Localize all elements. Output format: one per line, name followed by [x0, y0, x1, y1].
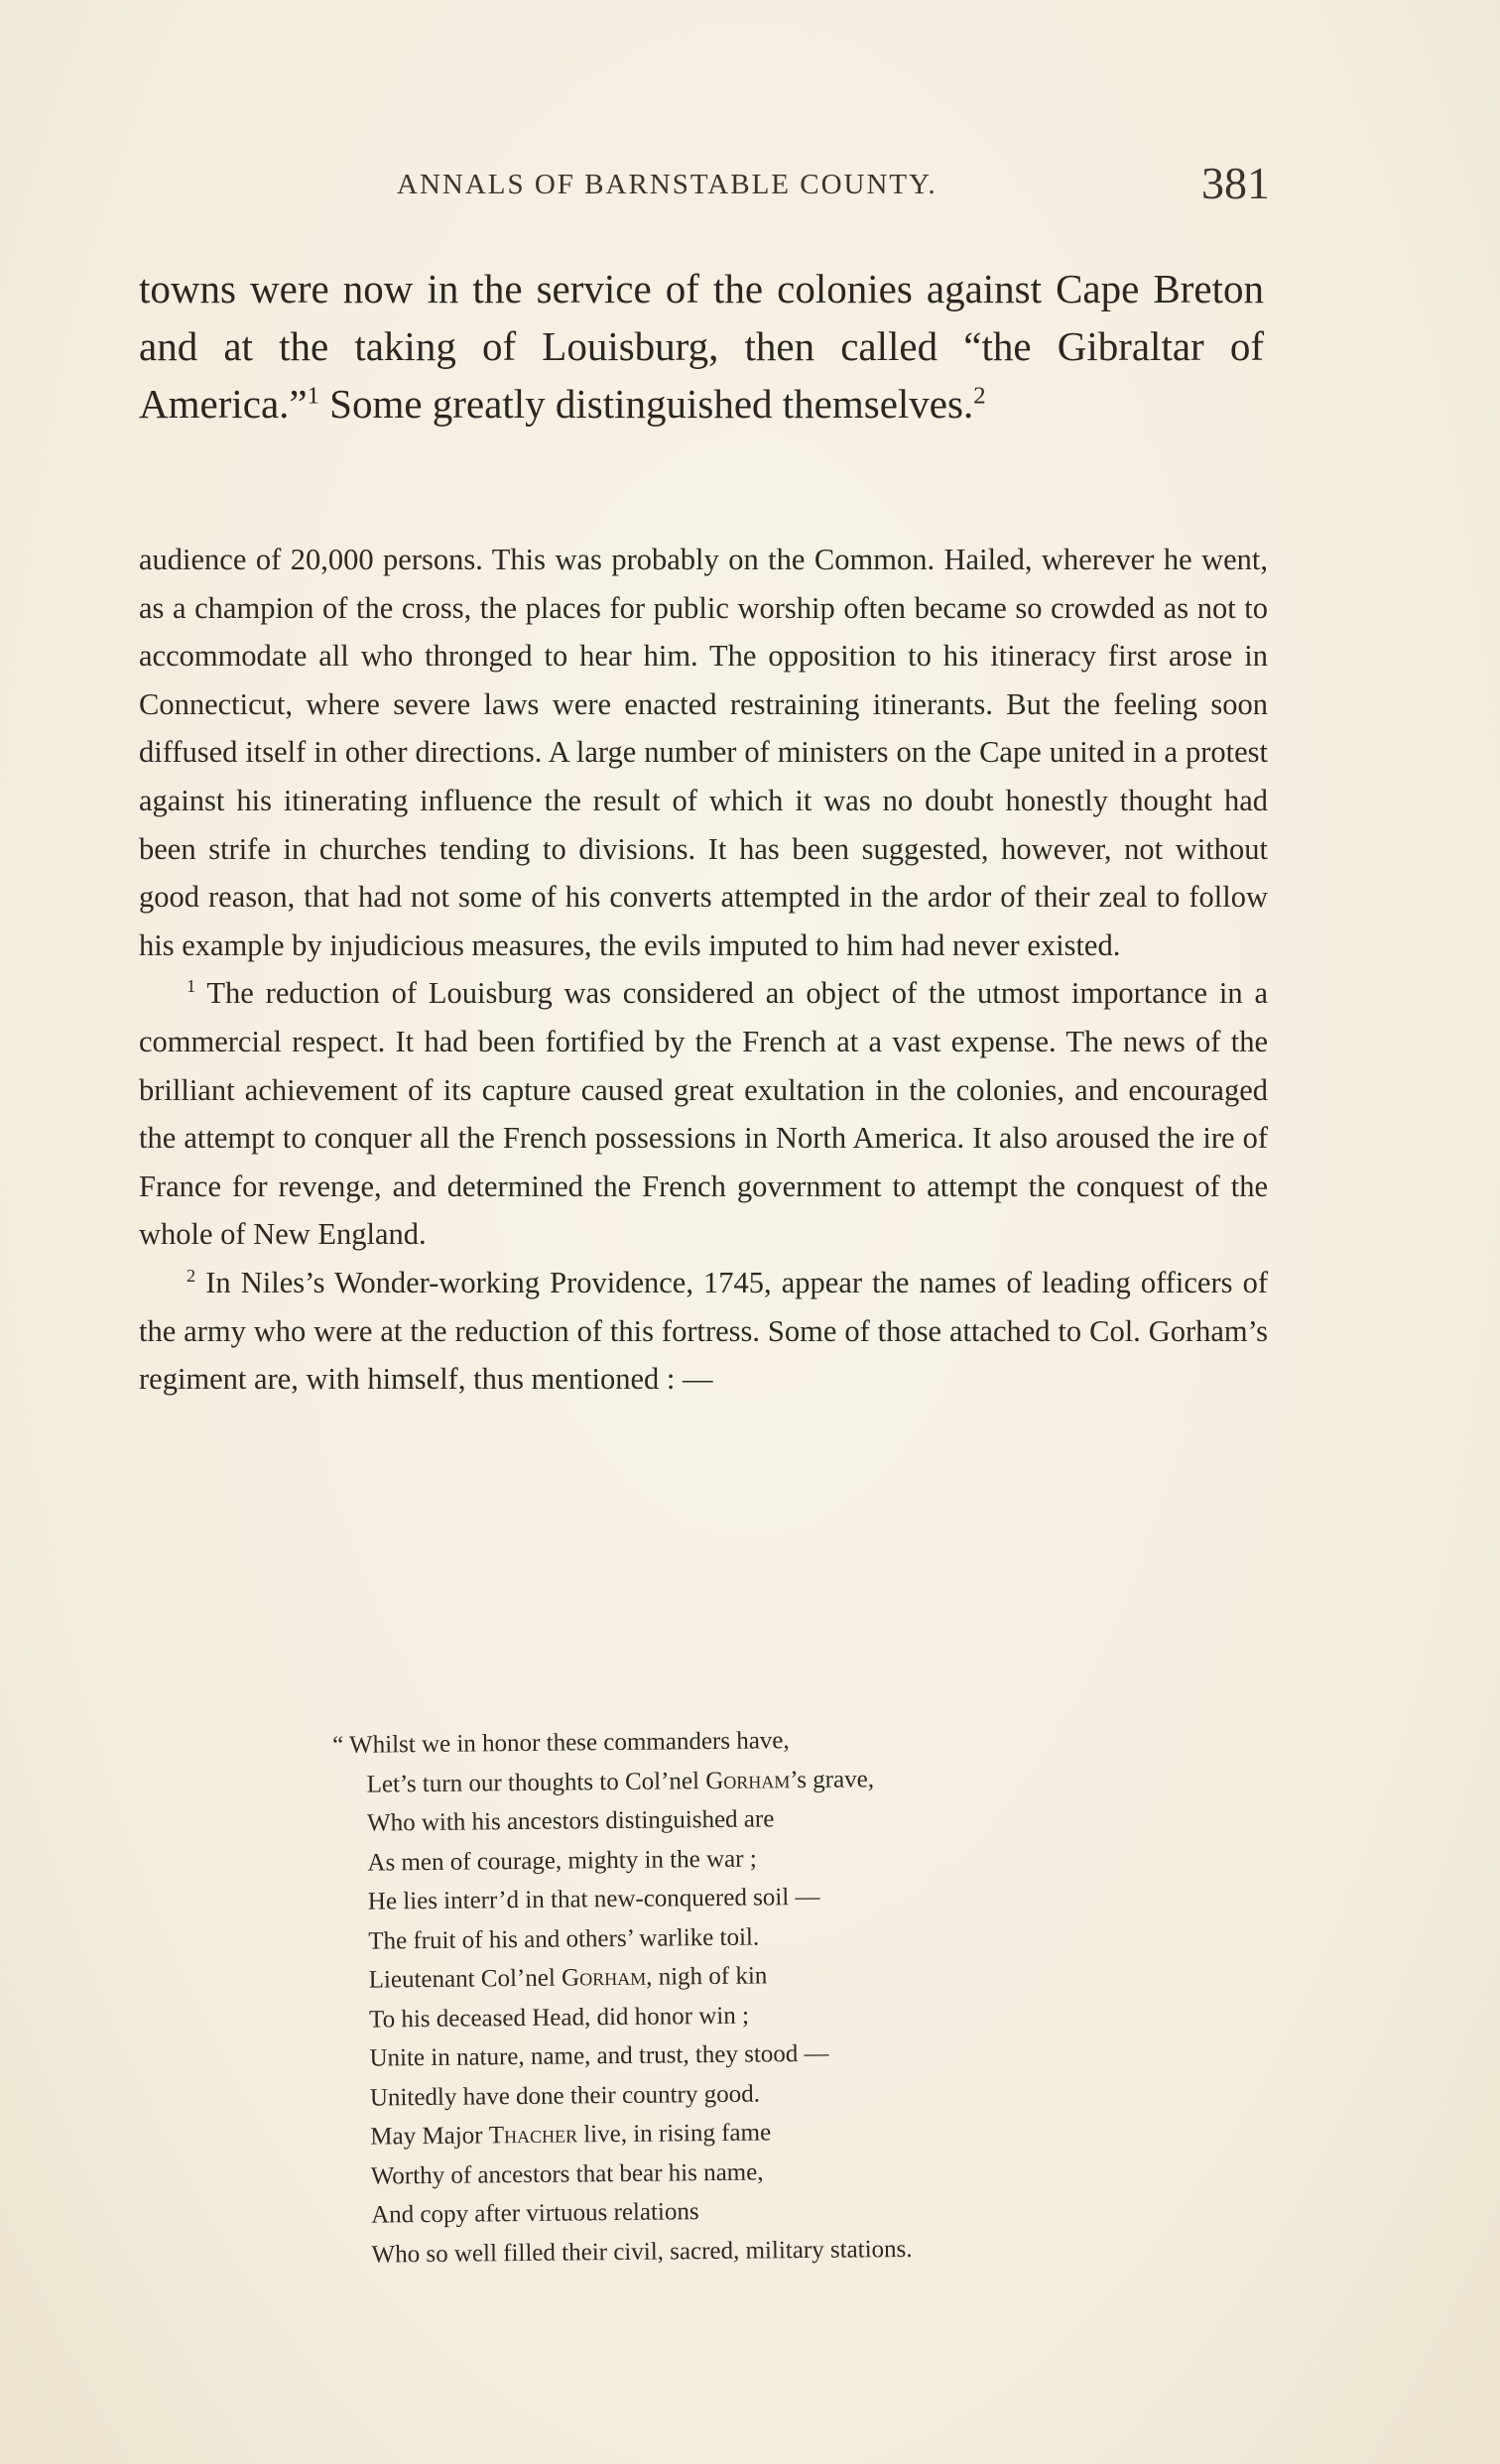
poem-name-gorham: Gorham	[705, 1766, 791, 1794]
poem-line: “ Whilst we in honor these commanders have,	[332, 1727, 790, 1759]
poem-line: Unitedly have done their country good.	[369, 2080, 761, 2112]
poem-line: The fruit of his and others’ warlike toil.	[368, 1923, 760, 1955]
poem-line: He lies interr’d in that new-conquered soil —	[367, 1883, 820, 1915]
footnote-2	[139, 1259, 1268, 1404]
footnote-1-text: The reduction of Louisburg was considered an object of the utmost importance in a commercial respect. It had been fortified by the French at a vast expense. The news of the brilliant achievement of its capture caused great exultation in the colonies, and encouraged the attempt to conquer all the French possessions in North America. It also aroused the ire of France for revenge, and determined the French government to attempt the conquest of the whole of New England.	[139, 976, 1268, 1252]
footnote-2-marker: 2	[187, 1265, 196, 1286]
footnotes-section	[139, 536, 1268, 1404]
poem-name-gorham: Gorham	[561, 1963, 647, 1992]
footnote-1-marker: 1	[187, 976, 196, 997]
poem-line: As men of courage, mighty in the war ;	[367, 1845, 757, 1877]
footnote-ref-1: 1	[307, 382, 319, 410]
poem-line: And copy after virtuous relations	[371, 2198, 699, 2229]
footnote-2-text: In Niles’s Wonder-working Providence, 1745, appear the names of leading officers of the army who were at the reduction of this fortress. Some of those attached to Col. Gorham’s regiment are, with himself, thus mentioned : —	[139, 1265, 1268, 1397]
poem-line: Worthy of ancestors that bear his name,	[370, 2157, 764, 2190]
poem-line-text: ’s grave,	[790, 1765, 875, 1793]
continued-footnote: audience of 20,000 persons. This was probably on the Common. Hailed, wherever he went, as a champion of the cross, the places for public worship often became so crowded as not to accommodate all who thronged to hear him. The opposition to his itineracy first arose in Connecticut, where severe laws were enacted restraining itinerants. But the feeling soon diffused itself in other directions. A large number of ministers on the Cape united in a protest against his itinerating influence the result of which it was no doubt honestly thought had been strife in churches tending to divisions. It has been suggested, however, not without good reason, that had not some of his converts attempted in the ardor of their zeal to follow his example by injudicious measures, the evils imputed to him had never existed.	[139, 543, 1268, 962]
poem-line-text: live, in rising fame	[576, 2119, 772, 2149]
page-header	[397, 157, 1270, 216]
poem-line-text: , nigh of kin	[645, 1962, 768, 1991]
poem-line-text: Lieutenant Col’nel	[368, 1964, 562, 1994]
main-body-text	[139, 260, 1264, 432]
poem-line: Who with his ancestors distinguished are	[366, 1805, 775, 1837]
poem-line: Unite in nature, name, and trust, they stood —	[369, 2039, 829, 2072]
main-text-part-1: towns were now in the service of the colonies against Cape Breton and at the taking of Louisburg, then called “the Gibraltar of America.”	[139, 266, 1264, 427]
poem-line: To his deceased Head, did honor win ;	[368, 2002, 750, 2033]
poem-line: Who so well filled their civil, sacred, military stations.	[371, 2235, 913, 2269]
page-number: 381	[1201, 158, 1270, 208]
poem-name-thacher: Thacher	[488, 2121, 578, 2150]
main-paragraph	[139, 260, 1264, 432]
poem-line-text: Let’s turn our thoughts to Col’nel	[366, 1767, 706, 1798]
footnote-ref-2: 2	[973, 382, 986, 410]
main-text-part-2: Some greatly distinguished themselves.	[318, 381, 974, 427]
quoted-poem	[332, 1717, 1211, 2275]
running-title: ANNALS OF BARNSTABLE COUNTY.	[397, 169, 938, 200]
poem-line-text: May Major	[370, 2122, 489, 2151]
footnote-1	[139, 969, 1268, 1259]
